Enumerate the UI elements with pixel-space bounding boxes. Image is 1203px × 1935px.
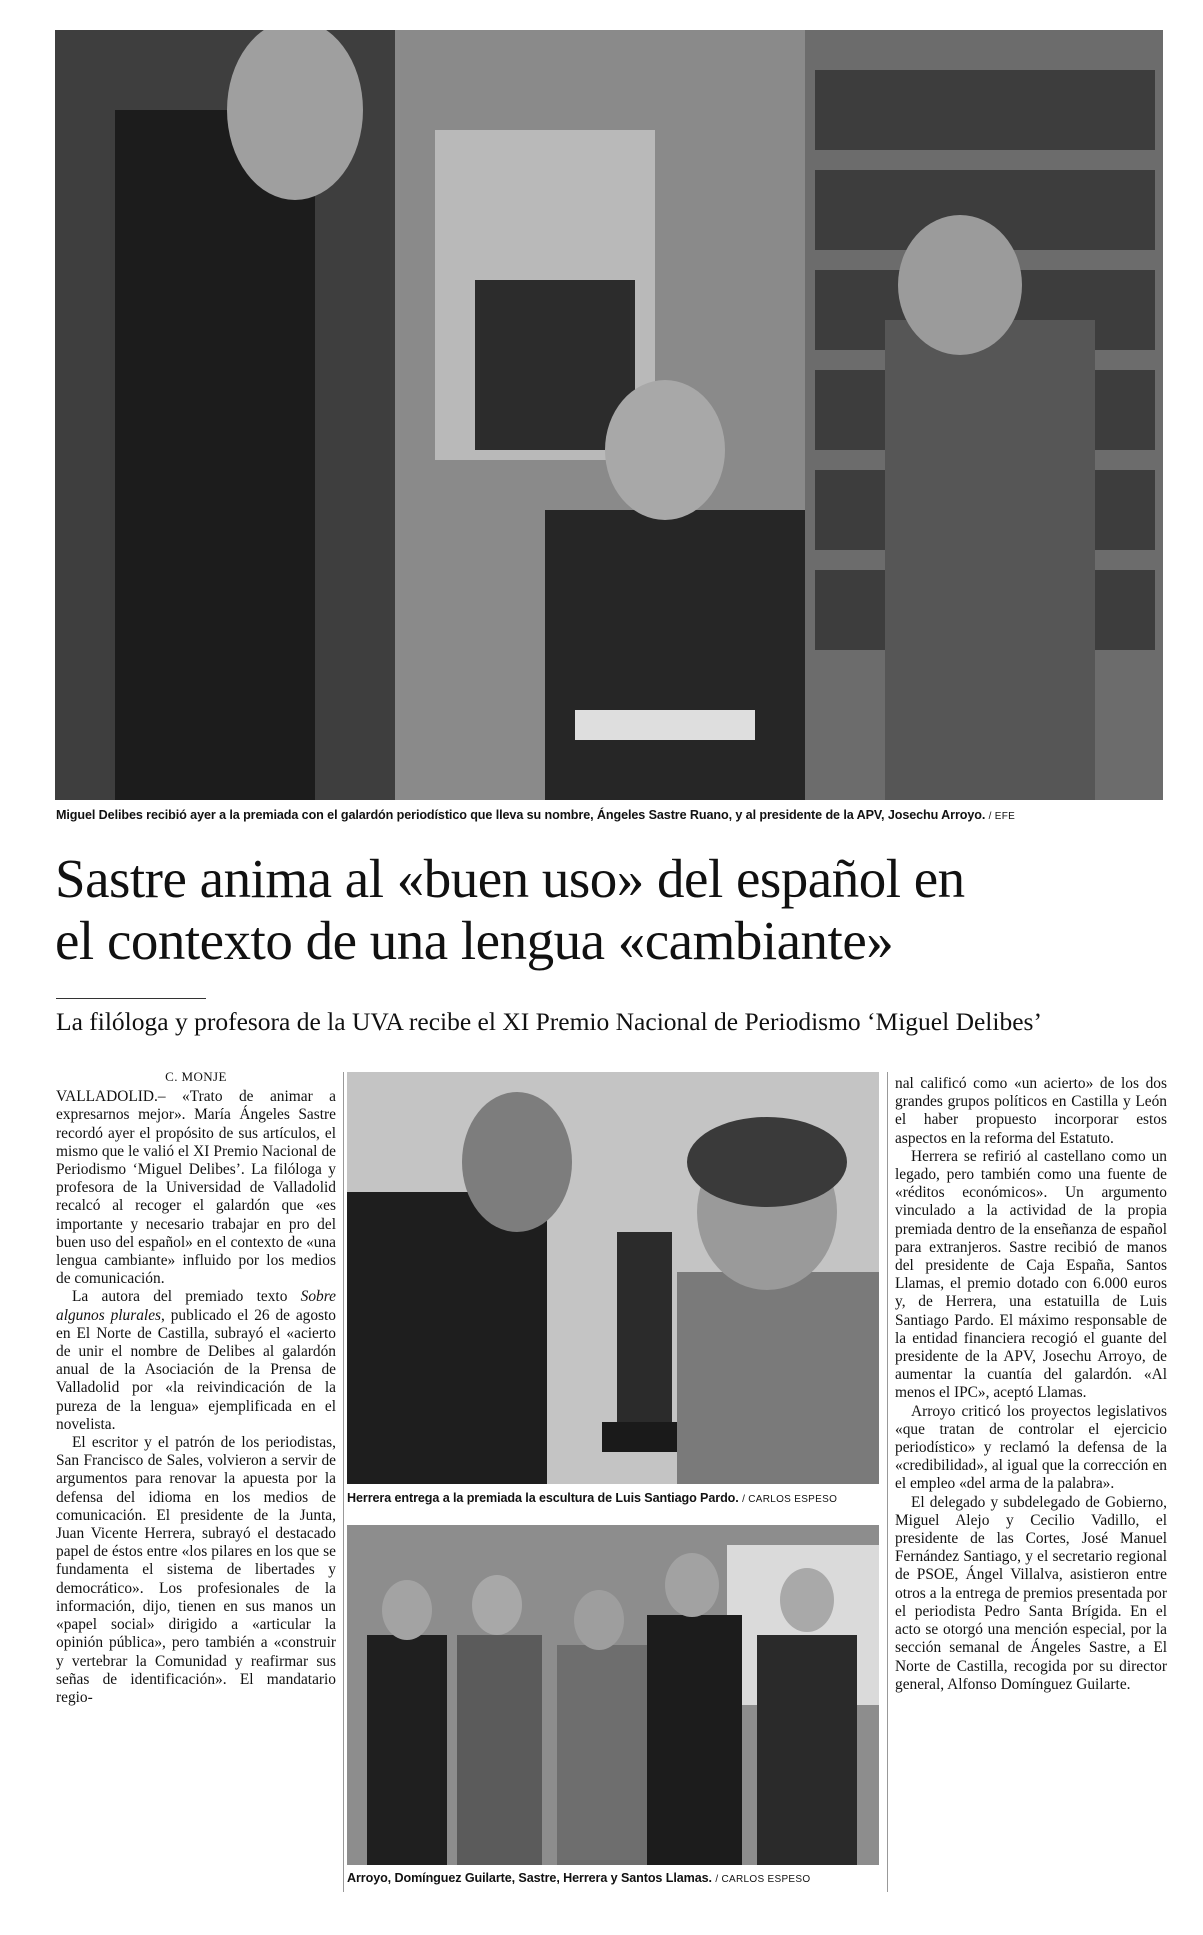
top-photo-caption [56,808,1015,822]
paragraph: El delegado y subdelegado de Gobierno, Miguel Alejo y Cecilio Vadillo, el presidente de las Cortes, José Manuel Fernández Santiago, y el secretario regional de PSOE, Ángel Villalva, asistieron entre otros a la entrega de premios presentada por el periodista Pedro Santa Brígida. En el acto se otorgó una mención especial, por la sección semanal de Ángeles Sastre, a El Norte de Castilla, recogida por su director general, Alfonso Domínguez Guilarte. [895,1493,1167,1693]
photo-credit: / CARLOS ESPESO [742,1494,838,1505]
article-column-3 [895,1075,1167,1694]
deck: La filóloga y profesora de la UVA recibe el XI Premio Nacional de Periodismo ‘Miguel Delibes’ [56,1007,1042,1036]
article-column-1 [56,1068,336,1707]
headline-line-1: Sastre anima al «buen uso» del español en [55,848,965,909]
article-title-italic: Sobre algunos plurales [56,1288,336,1324]
dateline: VALLADOLID.– [56,1088,166,1106]
paragraph-text: «Trato de animar a expresarnos mejor». María Ángeles Sastre recordó ayer el propósito de sus artículos, el mismo que le valió el XI Premio Nacional de Periodismo ‘Miguel Delibes’. La filóloga y profesora de la Universidad de Valladolid recalcó al recoger el galardón que «es importante y necesario trabajar en pro del buen uso del español» en el contexto de «una lengua cambiante» influido por los medios de comunicación. [56,1088,336,1288]
middle-photo [347,1072,879,1484]
caption-text: Herrera entrega a la premiada la escultura de Luis Santiago Pardo. [347,1491,739,1505]
photo-delibes-seated-icon [55,30,1163,800]
bottom-photo-caption [347,1871,810,1885]
column-rule [887,1072,888,1892]
headline-line-2: el contexto de una lengua «cambiante» [55,910,894,971]
paragraph: nal calificó como «un acierto» de los dos grandes grupos políticos en Castilla y León el haber propuesto incorporar estos aspectos en la reforma del Estatuto. [895,1075,1167,1147]
byline: C. MONJE [165,1069,227,1084]
photo-credit: / CARLOS ESPESO [715,1874,811,1885]
deck-rule [56,998,206,999]
middle-photo-caption [347,1491,837,1505]
paragraph [56,1088,336,1288]
paragraph [56,1288,336,1434]
photo-group-icon [347,1525,879,1865]
paragraph: El escritor y el patrón de los periodistas, San Francisco de Sales, volvieron a servir de argumentos para renovar la apuesta por la defensa del idioma en los medios de comunicación. El presidente de la Junta, Juan Vicente Herrera, subrayó el destacado papel de éstos entre «los pilares en los que se fundamenta el sistema de libertades y democrático». Los profesionales de la información, dijo, tienen en sus manos un «papel social» dirigido a «articular la opinión pública», pero también a «construir y vertebrar la Comunidad y reafirmar sus señas de identificación». El mandatario regio- [56,1434,336,1706]
bottom-photo [347,1525,879,1865]
photo-credit: / EFE [988,811,1016,822]
top-photo [55,30,1163,800]
headline [55,848,1165,972]
column-rule [343,1072,344,1892]
photo-award-handover-icon [347,1072,879,1484]
paragraph-text: La autora del premiado texto [72,1288,288,1306]
caption-text: Miguel Delibes recibió ayer a la premiada con el galardón periodístico que lleva su nombre, Ángeles Sastre Ruano, y al presidente de la APV, Josechu Arroyo. [56,808,986,822]
caption-text: Arroyo, Domínguez Guilarte, Sastre, Herrera y Santos Llamas. [347,1871,712,1885]
paragraph: Arroyo criticó los proyectos legislativos «que tratan de controlar el ejercicio periodístico» y reclamó la defensa de la «credibilidad», al igual que la corrección en el empleo «del arma de la palabra». [895,1402,1167,1493]
paragraph: Herrera se refirió al castellano como un legado, pero también como una fuente de «réditos económicos». Un argumento vinculado a la actividad de la propia premiada dentro de la enseñanza de español para extranjeros. Sastre recibió de manos del presidente de Caja España, Santos Llamas, el premio dotado con 6.000 euros y, de Herrera, una estatuilla de Luis Santiago Pardo. El máximo responsable de la entidad financiera recogió el guante del presidente de la APV, Josechu Arroyo, de aumentar la cuantía del galardón. «Al menos el IPC», aceptó Llamas. [895,1147,1167,1402]
paragraph-text: , publicado el 26 de agosto en El Norte de Castilla, subrayó el «acierto de unir el nombre de Delibes al galardón anual de la Asociación de la Prensa de Valladolid por «la reivindicación de la pureza de la lengua» ejemplificada en el novelista. [56,1306,337,1433]
